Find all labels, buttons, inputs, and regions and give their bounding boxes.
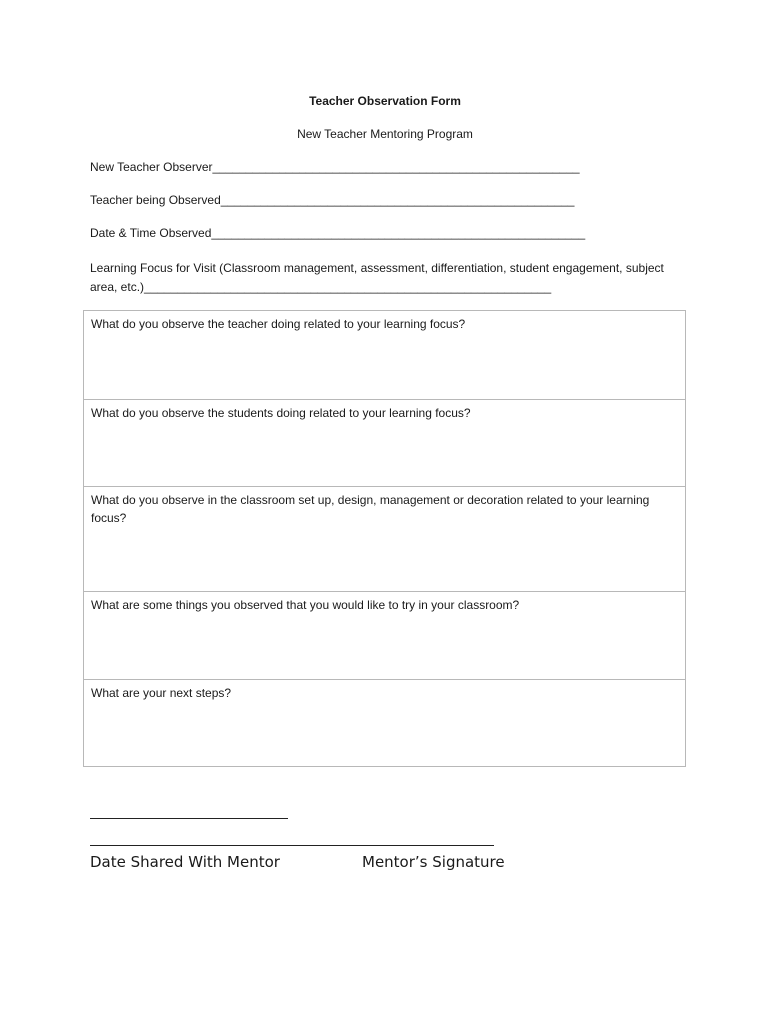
question-cell-classroom[interactable] [84,486,685,591]
learning-focus-field[interactable] [90,259,690,297]
form-title: Teacher Observation Form [309,94,461,108]
field-blank-line[interactable]: _____________________________________________________ [220,193,575,207]
field-label: Teacher being Observed [90,193,221,207]
field-label: Date & Time Observed [90,226,212,240]
question-cell-try[interactable] [84,591,685,679]
question-text: What do you observe the students doing related to your learning focus? [91,406,471,420]
form-subtitle: New Teacher Mentoring Program [297,127,473,141]
question-text: What are your next steps? [91,686,232,700]
mentor-signature-line[interactable] [90,845,494,846]
teacher-being-observed-field[interactable] [90,193,574,207]
new-teacher-observer-field[interactable] [90,160,580,174]
question-text: What do you observe in the classroom set up, design, management or decoration related to your learning focus? [91,493,650,525]
field-label: New Teacher Observer [90,160,213,174]
field-blank-line[interactable]: _______________________________________________________ [212,160,580,174]
question-text: What are some things you observed that you would like to try in your classroom? [91,598,520,612]
question-cell-next-steps[interactable] [84,679,685,766]
mentor-signature-label: Mentor’s Signature [362,853,505,871]
question-text: What do you observe the teacher doing related to your learning focus? [91,317,466,331]
date-time-observed-field[interactable] [90,226,585,240]
question-cell-students[interactable] [84,399,685,486]
field-label: Learning Focus for Visit (Classroom management, assessment, differentiation, student engagement, subject area, etc.) [90,261,664,294]
question-cell-teacher[interactable] [84,311,685,399]
date-shared-line[interactable] [90,818,288,819]
observation-table [83,310,686,767]
date-shared-label: Date Shared With Mentor [90,853,280,871]
field-blank-line[interactable]: _____________________________________________________________ [144,280,552,294]
field-blank-line[interactable]: ________________________________________________________ [211,226,586,240]
